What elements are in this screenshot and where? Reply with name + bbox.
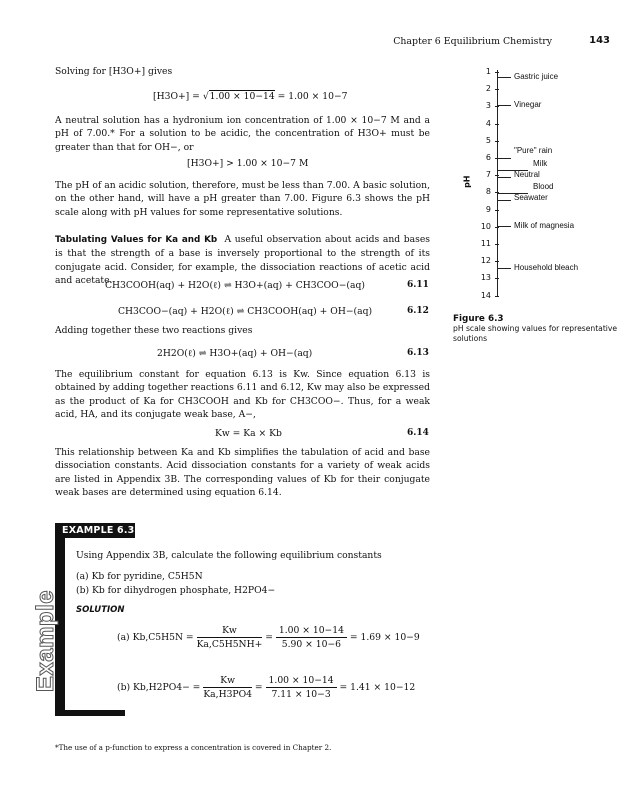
example-vertical-watermark: Example xyxy=(32,589,59,693)
annot-line-vinegar xyxy=(498,105,511,106)
solution-b-frac1-num: Kw xyxy=(203,675,252,688)
footnote: *The use of a p-function to express a concentration is covered in Chapter 2. xyxy=(55,743,332,752)
ph-tick-mark xyxy=(495,141,499,142)
example-prompt: Using Appendix 3B, calculate the following equilibrium constants xyxy=(76,550,382,561)
ph-tick-label: 4 xyxy=(485,118,491,128)
annot-gastric-juice: Gastric juice xyxy=(514,72,559,81)
paragraph-relationship: This relationship between Ka and Kb simplifies the tabulation of acid and base dissociation constants. Acid dissociation constants for a variety of weak acids are listed in Appendix 3B. The corresponding values of Kb for their conjugate weak bases are determined using equation 6.14. xyxy=(55,447,430,499)
ph-tick-mark xyxy=(495,89,499,90)
running-header: Chapter 6 Equilibrium Chemistry xyxy=(393,36,552,47)
figure-caption-title: Figure 6.3 xyxy=(453,314,504,324)
solution-heading: SOLUTION xyxy=(76,605,125,615)
ph-tick-label: 5 xyxy=(485,135,491,145)
solution-a-fraction-1 xyxy=(197,625,263,650)
annot-blood: Blood xyxy=(533,182,554,191)
page-number: 143 xyxy=(589,35,610,46)
ph-tick-label: 8 xyxy=(485,187,491,197)
paragraph-solving: Solving for [H3O+] gives xyxy=(55,66,173,77)
ph-scale-figure xyxy=(455,62,625,307)
equation-h3o-sqrt xyxy=(153,90,348,103)
annot-seawater: Seawater xyxy=(514,193,548,202)
ph-tick-label: 9 xyxy=(485,204,491,214)
annot-vinegar: Vinegar xyxy=(514,100,542,109)
paragraph-adding: Adding together these two reactions gives xyxy=(55,325,253,336)
example-bottom-rule xyxy=(55,710,125,716)
equation-6-11: CH3COOH(aq) + H2O(ℓ) ⇌ H3O+(aq) + CH3COO−(aq) xyxy=(105,280,365,291)
paragraph-ph-acidic: The pH of an acidic solution, therefore, must be less than 7.00. A basic solution, on the other hand, will have a pH greater than 7.00. Figure 6.3 shows the pH scale along with pH values for some representative solutions. xyxy=(55,180,430,218)
equation-6-14: Kw = Ka × Kb xyxy=(215,428,282,439)
ph-tick-label: 1 xyxy=(485,67,491,76)
solution-a-label: (a) xyxy=(117,632,130,643)
ph-tick-label: 14 xyxy=(480,290,491,300)
annot-line-seawater xyxy=(498,200,511,201)
example-label: EXAMPLE 6.3 xyxy=(62,525,135,536)
ph-tick-mark xyxy=(495,296,499,297)
annot-line-rain xyxy=(498,158,511,159)
solution-a-frac2-den: 5.90 × 10−6 xyxy=(281,639,342,650)
ph-tick-mark xyxy=(495,261,499,262)
eq-lhs: [H3O+] = xyxy=(153,91,200,102)
example-header-bar xyxy=(55,523,135,538)
solution-a-frac1-num: Kw xyxy=(197,625,263,638)
solution-b: (b) Kb,H2PO4− = $\frac{Kw}{Ka,H3PO4}$ = $\frac{1.00 \times 10-14}{7.11 \times 10-3}$ = 1.41 × 10−12 xyxy=(117,675,416,700)
solution-a-fraction-2 xyxy=(276,625,347,650)
annot-milk: Milk xyxy=(533,159,548,168)
solution-b-lhs: Kb,H2PO4− = xyxy=(132,682,201,693)
solution-a-result: = 1.69 × 10−9 xyxy=(349,632,420,643)
equation-6-13: 2H2O(ℓ) ⇌ H3O+(aq) + OH−(aq) xyxy=(157,348,313,359)
ph-tick-label: 11 xyxy=(480,239,491,248)
solution-b-frac2-den: 7.11 × 10−3 xyxy=(271,689,331,700)
example-item-b: (b) Kb for dihydrogen phosphate, H2PO4− xyxy=(76,585,276,596)
solution-b-frac2-num: 1.00 × 10−14 xyxy=(266,675,337,688)
solution-a-frac1-den: Ka,C5H5NH+ xyxy=(196,639,263,650)
ph-tick-mark xyxy=(495,210,499,211)
example-item-a: (a) Kb for pyridine, C5H5N xyxy=(76,571,203,582)
figure-caption-text: pH scale showing values for representative solutions xyxy=(453,324,618,343)
ph-tick-label: 7 xyxy=(485,170,491,180)
ph-ticks xyxy=(455,62,515,307)
ph-tick-mark xyxy=(495,106,499,107)
solution-a-lhs: Kb,C5H5N = xyxy=(132,632,194,643)
equation-inequality: [H3O+] > 1.00 × 10−7 M xyxy=(187,158,309,169)
ph-tick-label: 12 xyxy=(480,256,491,266)
solution-b-fraction-2 xyxy=(266,675,337,700)
ph-tick-label: 2 xyxy=(485,84,491,94)
solution-b-result: = 1.41 × 10−12 xyxy=(339,682,416,693)
annot-neutral: Neutral xyxy=(514,170,540,179)
annot-line-magnesia xyxy=(498,226,511,227)
sqrt-sign: √ xyxy=(202,91,209,102)
eq-rhs: = 1.00 × 10−7 xyxy=(277,91,348,102)
equation-number-6-12: 6.12 xyxy=(407,306,429,316)
solution-b-frac1-den: Ka,H3PO4 xyxy=(203,689,252,700)
annot-pure-rain: "Pure" rain xyxy=(514,146,553,155)
solution-b-label: (b) xyxy=(117,682,131,693)
annot-line-bleach xyxy=(498,268,511,269)
annot-milk-of-magnesia: Milk of magnesia xyxy=(514,221,575,230)
ph-tick-mark xyxy=(495,278,499,279)
annot-line-neutral xyxy=(498,177,511,178)
ph-tick-label: 10 xyxy=(480,221,491,231)
solution-b-fraction-1 xyxy=(203,675,252,700)
ph-tick-label: 3 xyxy=(485,101,491,111)
paragraph-neutral: A neutral solution has a hydronium ion concentration of 1.00 × 10−7 M and a pH of 7.00.* For a solution to be acidic, the concentration of H3O+ must be greater than that for OH−, or xyxy=(55,115,430,153)
page-header xyxy=(0,35,610,49)
ph-tick-label: 6 xyxy=(485,153,491,162)
ph-tick-label: 13 xyxy=(480,273,491,283)
ph-tick-mark xyxy=(495,72,499,73)
ph-axis-label: pH xyxy=(462,175,472,188)
equation-number-6-11: 6.11 xyxy=(407,280,429,290)
annot-household-bleach: Household bleach xyxy=(514,263,579,272)
equation-6-12: CH3COO−(aq) + H2O(ℓ) ⇌ CH3COOH(aq) + OH−(aq) xyxy=(118,306,373,317)
paragraph-tabulating-text: A useful observation about acids and bases is that the strength of a base is inversely proportional to the strength of its conjugate acid. Consider, for example, the dissociation reactions of acetic acid and acetate. xyxy=(55,234,430,287)
paragraph-equilibrium-constant: The equilibrium constant for equation 6.13 is Kw. Since equation 6.13 is obtained by adding together reactions 6.11 and 6.12, Kw may also be expressed as the product of Ka for CH3COOH and Kb for CH3COO−. Thus, for a weak acid, HA, and its conjugate weak base, A−, xyxy=(55,369,430,421)
section-heading: Tabulating Values for Ka and Kb xyxy=(55,235,218,245)
ph-tick-mark xyxy=(495,124,499,125)
solution-a-frac2-num: 1.00 × 10−14 xyxy=(276,625,347,638)
equation-number-6-13: 6.13 xyxy=(407,348,429,358)
equation-number-6-14: 6.14 xyxy=(407,428,429,438)
solution-a: (a) Kb,C5H5N = $\frac{Kw}{Ka,C5H5NH+}$ = $\frac{1.00 \times 10-14}{5.90 \times 10-6}$ = 1.69 × 10−9 xyxy=(117,625,420,650)
annot-line-gastric xyxy=(498,77,511,78)
sqrt-content: 1.00 × 10−14 xyxy=(209,91,275,102)
ph-tick-mark xyxy=(495,244,499,245)
